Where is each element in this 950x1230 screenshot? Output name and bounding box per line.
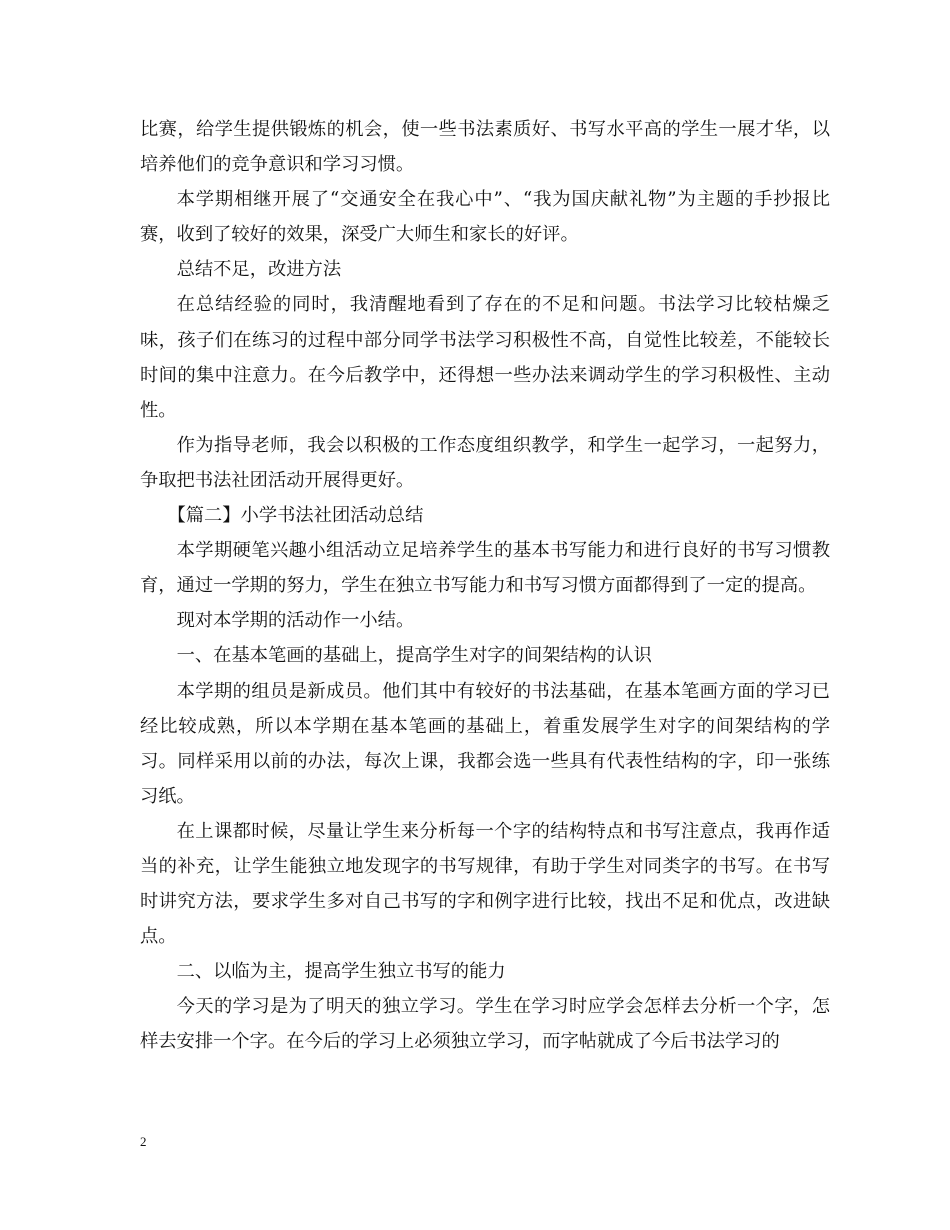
section-heading: 一、在基本笔画的基础上，提高学生对字的间架结构的认识 — [176, 645, 652, 667]
paragraph: 本学期硬笔兴趣小组活动立足培养学生的基本书写能力和进行良好的书写习惯教育，通过一学期的努力，学生在独立书写能力和书写习惯方面都得到了一定的提高。 — [140, 540, 830, 597]
paragraph: 比赛，给学生提供锻炼的机会，使一些书法素质好、书写水平高的学生一展才华，以培养他们的竞争意识和学习习惯。 — [140, 119, 830, 176]
paragraph: 今天的学习是为了明天的独立学习。学生在学习时应学会怎样去分析一个字，怎样去安排一个字。在今后的学习上必须独立学习，而字帖就成了今后书法学习的 — [140, 996, 830, 1053]
paragraph: 现对本学期的活动作一小结。 — [176, 610, 415, 632]
paragraph: 本学期的组员是新成员。他们其中有较好的书法基础，在基本笔画方面的学习已经比较成熟，所以本学期在基本笔画的基础上，着重发展学生对字的间架结构的学习。同样采用以前的办法，每次上课，我都会选一些具有代表性结构的字，印一张练习纸。 — [140, 680, 830, 807]
paragraph: 在总结经验的同时，我清醒地看到了存在的不足和问题。书法学习比较枯燥乏味，孩子们在练习的过程中部分同学书法学习积极性不高，自觉性比较差，不能较长时间的集中注意力。在今后教学中，还得想一些办法来调动学生的学习积极性、主动性。 — [140, 294, 830, 421]
page-number: 2 — [140, 1134, 147, 1149]
article-title: 【篇二】小学书法社团活动总结 — [167, 505, 424, 527]
paragraph: 本学期相继开展了“交通安全在我心中”、“我为国庆献礼物”为主题的手抄报比赛，收到了较好的效果，深受广大师生和家长的好评。 — [140, 189, 830, 246]
section-heading: 总结不足，改进方法 — [176, 259, 342, 281]
paragraph: 在上课都时候，尽量让学生来分析每一个字的结构特点和书写注意点，我再作适当的补充，让学生能独立地发现字的书写规律，有助于学生对同类字的书写。在书写时讲究方法，要求学生多对自己书写的字和例字进行比较，找出不足和优点，改进缺点。 — [140, 820, 830, 948]
paragraph: 作为指导老师，我会以积极的工作态度组织教学，和学生一起学习，一起努力，争取把书法社团活动开展得更好。 — [140, 434, 830, 491]
document-body — [140, 112, 830, 1060]
section-heading: 二、以临为主，提高学生独立书写的能力 — [176, 961, 506, 983]
